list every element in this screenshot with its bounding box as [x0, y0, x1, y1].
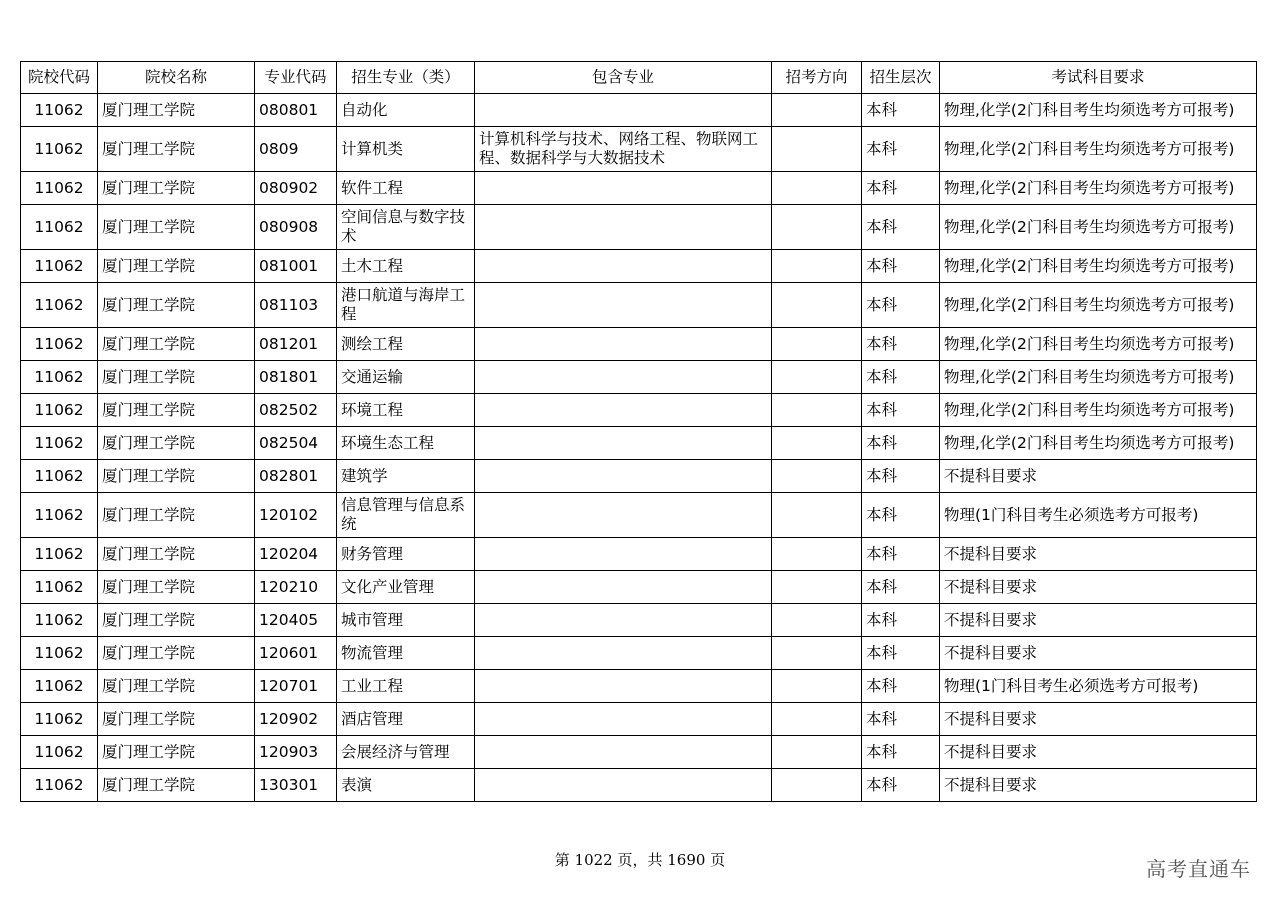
school-name-cell: 厦门理工学院: [98, 460, 255, 493]
table-body: [21, 94, 1257, 802]
major-cell: 酒店管理: [337, 703, 475, 736]
table-row: [21, 205, 1257, 250]
major-cell: 工业工程: [337, 670, 475, 703]
header-subject-requirement: 考试科目要求: [940, 62, 1257, 94]
school-name-cell: 厦门理工学院: [98, 394, 255, 427]
table-row: [21, 127, 1257, 172]
included-majors-cell: [475, 94, 772, 127]
level-cell: 本科: [862, 172, 940, 205]
school-name-cell: 厦门理工学院: [98, 571, 255, 604]
included-majors-cell: [475, 703, 772, 736]
major-cell: 测绘工程: [337, 328, 475, 361]
school-code-cell: 11062: [21, 127, 98, 172]
major-code-cell: 081001: [255, 250, 337, 283]
subject-requirement-cell: 不提科目要求: [940, 538, 1257, 571]
school-code-cell: 11062: [21, 283, 98, 328]
level-cell: 本科: [862, 736, 940, 769]
level-cell: 本科: [862, 637, 940, 670]
subject-requirement-cell: 物理,化学(2门科目考生均须选考方可报考): [940, 361, 1257, 394]
header-major-code: 专业代码: [255, 62, 337, 94]
direction-cell: [772, 670, 862, 703]
subject-requirement-cell: 不提科目要求: [940, 604, 1257, 637]
included-majors-cell: [475, 250, 772, 283]
subject-requirement-cell: 不提科目要求: [940, 703, 1257, 736]
level-cell: 本科: [862, 361, 940, 394]
major-code-cell: 081103: [255, 283, 337, 328]
school-name-cell: 厦门理工学院: [98, 328, 255, 361]
major-cell: 自动化: [337, 94, 475, 127]
level-cell: 本科: [862, 394, 940, 427]
major-cell: 环境生态工程: [337, 427, 475, 460]
level-cell: 本科: [862, 328, 940, 361]
level-cell: 本科: [862, 205, 940, 250]
major-cell: 计算机类: [337, 127, 475, 172]
school-name-cell: 厦门理工学院: [98, 736, 255, 769]
direction-cell: [772, 571, 862, 604]
direction-cell: [772, 769, 862, 802]
school-name-cell: 厦门理工学院: [98, 670, 255, 703]
major-cell: 土木工程: [337, 250, 475, 283]
school-code-cell: 11062: [21, 205, 98, 250]
subject-requirement-cell: 物理,化学(2门科目考生均须选考方可报考): [940, 127, 1257, 172]
school-code-cell: 11062: [21, 604, 98, 637]
header-school-code: 院校代码: [21, 62, 98, 94]
level-cell: 本科: [862, 571, 940, 604]
direction-cell: [772, 361, 862, 394]
table-row: [21, 361, 1257, 394]
major-code-cell: 120405: [255, 604, 337, 637]
level-cell: 本科: [862, 769, 940, 802]
school-code-cell: 11062: [21, 328, 98, 361]
subject-requirement-cell: 物理(1门科目考生必须选考方可报考): [940, 670, 1257, 703]
included-majors-cell: [475, 670, 772, 703]
school-name-cell: 厦门理工学院: [98, 283, 255, 328]
included-majors-cell: [475, 769, 772, 802]
included-majors-cell: [475, 604, 772, 637]
included-majors-cell: [475, 394, 772, 427]
subject-requirement-cell: 不提科目要求: [940, 769, 1257, 802]
direction-cell: [772, 172, 862, 205]
school-code-cell: 11062: [21, 703, 98, 736]
table-row: [21, 250, 1257, 283]
major-code-cell: 130301: [255, 769, 337, 802]
school-name-cell: 厦门理工学院: [98, 205, 255, 250]
direction-cell: [772, 604, 862, 637]
table-row: [21, 283, 1257, 328]
subject-requirement-cell: 物理(1门科目考生必须选考方可报考): [940, 493, 1257, 538]
school-code-cell: 11062: [21, 250, 98, 283]
direction-cell: [772, 250, 862, 283]
direction-cell: [772, 94, 862, 127]
major-code-cell: 120204: [255, 538, 337, 571]
level-cell: 本科: [862, 493, 940, 538]
major-code-cell: 120701: [255, 670, 337, 703]
subject-requirement-cell: 物理,化学(2门科目考生均须选考方可报考): [940, 394, 1257, 427]
school-name-cell: 厦门理工学院: [98, 538, 255, 571]
major-cell: 环境工程: [337, 394, 475, 427]
school-name-cell: 厦门理工学院: [98, 94, 255, 127]
major-cell: 信息管理与信息系统: [337, 493, 475, 538]
school-code-cell: 11062: [21, 394, 98, 427]
major-cell: 文化产业管理: [337, 571, 475, 604]
included-majors-cell: 计算机科学与技术、网络工程、物联网工程、数据科学与大数据技术: [475, 127, 772, 172]
level-cell: 本科: [862, 703, 940, 736]
school-code-cell: 11062: [21, 427, 98, 460]
header-school-name: 院校名称: [98, 62, 255, 94]
major-code-cell: 082504: [255, 427, 337, 460]
table-row: [21, 637, 1257, 670]
included-majors-cell: [475, 328, 772, 361]
level-cell: 本科: [862, 127, 940, 172]
table-row: [21, 571, 1257, 604]
school-name-cell: 厦门理工学院: [98, 127, 255, 172]
major-code-cell: 080801: [255, 94, 337, 127]
direction-cell: [772, 427, 862, 460]
school-name-cell: 厦门理工学院: [98, 493, 255, 538]
included-majors-cell: [475, 637, 772, 670]
subject-requirement-cell: 物理,化学(2门科目考生均须选考方可报考): [940, 172, 1257, 205]
school-code-cell: 11062: [21, 670, 98, 703]
school-code-cell: 11062: [21, 571, 98, 604]
subject-requirement-cell: 不提科目要求: [940, 460, 1257, 493]
major-code-cell: 120102: [255, 493, 337, 538]
school-code-cell: 11062: [21, 172, 98, 205]
table-row: [21, 94, 1257, 127]
major-code-cell: 082801: [255, 460, 337, 493]
major-cell: 软件工程: [337, 172, 475, 205]
included-majors-cell: [475, 283, 772, 328]
header-major: 招生专业（类）: [337, 62, 475, 94]
major-cell: 物流管理: [337, 637, 475, 670]
direction-cell: [772, 205, 862, 250]
table-row: [21, 538, 1257, 571]
table-row: [21, 394, 1257, 427]
included-majors-cell: [475, 427, 772, 460]
major-cell: 交通运输: [337, 361, 475, 394]
direction-cell: [772, 328, 862, 361]
school-code-cell: 11062: [21, 361, 98, 394]
table-header-row: [21, 62, 1257, 94]
table-row: [21, 736, 1257, 769]
school-code-cell: 11062: [21, 460, 98, 493]
major-code-cell: 082502: [255, 394, 337, 427]
subject-requirement-cell: 物理,化学(2门科目考生均须选考方可报考): [940, 283, 1257, 328]
watermark-text: 高考直通车: [1146, 857, 1251, 881]
school-name-cell: 厦门理工学院: [98, 637, 255, 670]
major-cell: 城市管理: [337, 604, 475, 637]
admission-table: [20, 61, 1257, 802]
major-cell: 空间信息与数字技术: [337, 205, 475, 250]
level-cell: 本科: [862, 94, 940, 127]
header-level: 招生层次: [862, 62, 940, 94]
major-cell: 财务管理: [337, 538, 475, 571]
school-code-cell: 11062: [21, 538, 98, 571]
included-majors-cell: [475, 493, 772, 538]
major-cell: 会展经济与管理: [337, 736, 475, 769]
table-row: [21, 172, 1257, 205]
school-name-cell: 厦门理工学院: [98, 703, 255, 736]
school-name-cell: 厦门理工学院: [98, 172, 255, 205]
level-cell: 本科: [862, 538, 940, 571]
included-majors-cell: [475, 172, 772, 205]
subject-requirement-cell: 物理,化学(2门科目考生均须选考方可报考): [940, 427, 1257, 460]
direction-cell: [772, 283, 862, 328]
major-code-cell: 081201: [255, 328, 337, 361]
table-row: [21, 328, 1257, 361]
direction-cell: [772, 736, 862, 769]
major-code-cell: 080908: [255, 205, 337, 250]
header-direction: 招考方向: [772, 62, 862, 94]
direction-cell: [772, 127, 862, 172]
major-cell: 港口航道与海岸工程: [337, 283, 475, 328]
included-majors-cell: [475, 460, 772, 493]
included-majors-cell: [475, 205, 772, 250]
included-majors-cell: [475, 538, 772, 571]
major-code-cell: 120903: [255, 736, 337, 769]
direction-cell: [772, 538, 862, 571]
school-name-cell: 厦门理工学院: [98, 769, 255, 802]
table-row: [21, 604, 1257, 637]
page-number: 第 1022 页，共 1690 页: [554, 851, 726, 869]
direction-cell: [772, 703, 862, 736]
major-code-cell: 0809: [255, 127, 337, 172]
direction-cell: [772, 637, 862, 670]
subject-requirement-cell: 物理,化学(2门科目考生均须选考方可报考): [940, 94, 1257, 127]
direction-cell: [772, 460, 862, 493]
subject-requirement-cell: 物理,化学(2门科目考生均须选考方可报考): [940, 250, 1257, 283]
table-row: [21, 703, 1257, 736]
level-cell: 本科: [862, 427, 940, 460]
direction-cell: [772, 394, 862, 427]
subject-requirement-cell: 不提科目要求: [940, 571, 1257, 604]
table-row: [21, 460, 1257, 493]
school-code-cell: 11062: [21, 637, 98, 670]
major-code-cell: 120601: [255, 637, 337, 670]
table-row: [21, 769, 1257, 802]
level-cell: 本科: [862, 670, 940, 703]
level-cell: 本科: [862, 250, 940, 283]
major-cell: 建筑学: [337, 460, 475, 493]
major-code-cell: 120902: [255, 703, 337, 736]
major-code-cell: 120210: [255, 571, 337, 604]
table-row: [21, 493, 1257, 538]
school-code-cell: 11062: [21, 769, 98, 802]
subject-requirement-cell: 物理,化学(2门科目考生均须选考方可报考): [940, 205, 1257, 250]
table-row: [21, 427, 1257, 460]
subject-requirement-cell: 不提科目要求: [940, 736, 1257, 769]
school-name-cell: 厦门理工学院: [98, 250, 255, 283]
school-code-cell: 11062: [21, 493, 98, 538]
subject-requirement-cell: 物理,化学(2门科目考生均须选考方可报考): [940, 328, 1257, 361]
subject-requirement-cell: 不提科目要求: [940, 637, 1257, 670]
school-code-cell: 11062: [21, 94, 98, 127]
school-code-cell: 11062: [21, 736, 98, 769]
major-cell: 表演: [337, 769, 475, 802]
level-cell: 本科: [862, 460, 940, 493]
direction-cell: [772, 493, 862, 538]
level-cell: 本科: [862, 283, 940, 328]
level-cell: 本科: [862, 604, 940, 637]
major-code-cell: 080902: [255, 172, 337, 205]
school-name-cell: 厦门理工学院: [98, 604, 255, 637]
header-included-majors: 包含专业: [475, 62, 772, 94]
school-name-cell: 厦门理工学院: [98, 427, 255, 460]
included-majors-cell: [475, 361, 772, 394]
included-majors-cell: [475, 736, 772, 769]
school-name-cell: 厦门理工学院: [98, 361, 255, 394]
table-row: [21, 670, 1257, 703]
major-code-cell: 081801: [255, 361, 337, 394]
included-majors-cell: [475, 571, 772, 604]
